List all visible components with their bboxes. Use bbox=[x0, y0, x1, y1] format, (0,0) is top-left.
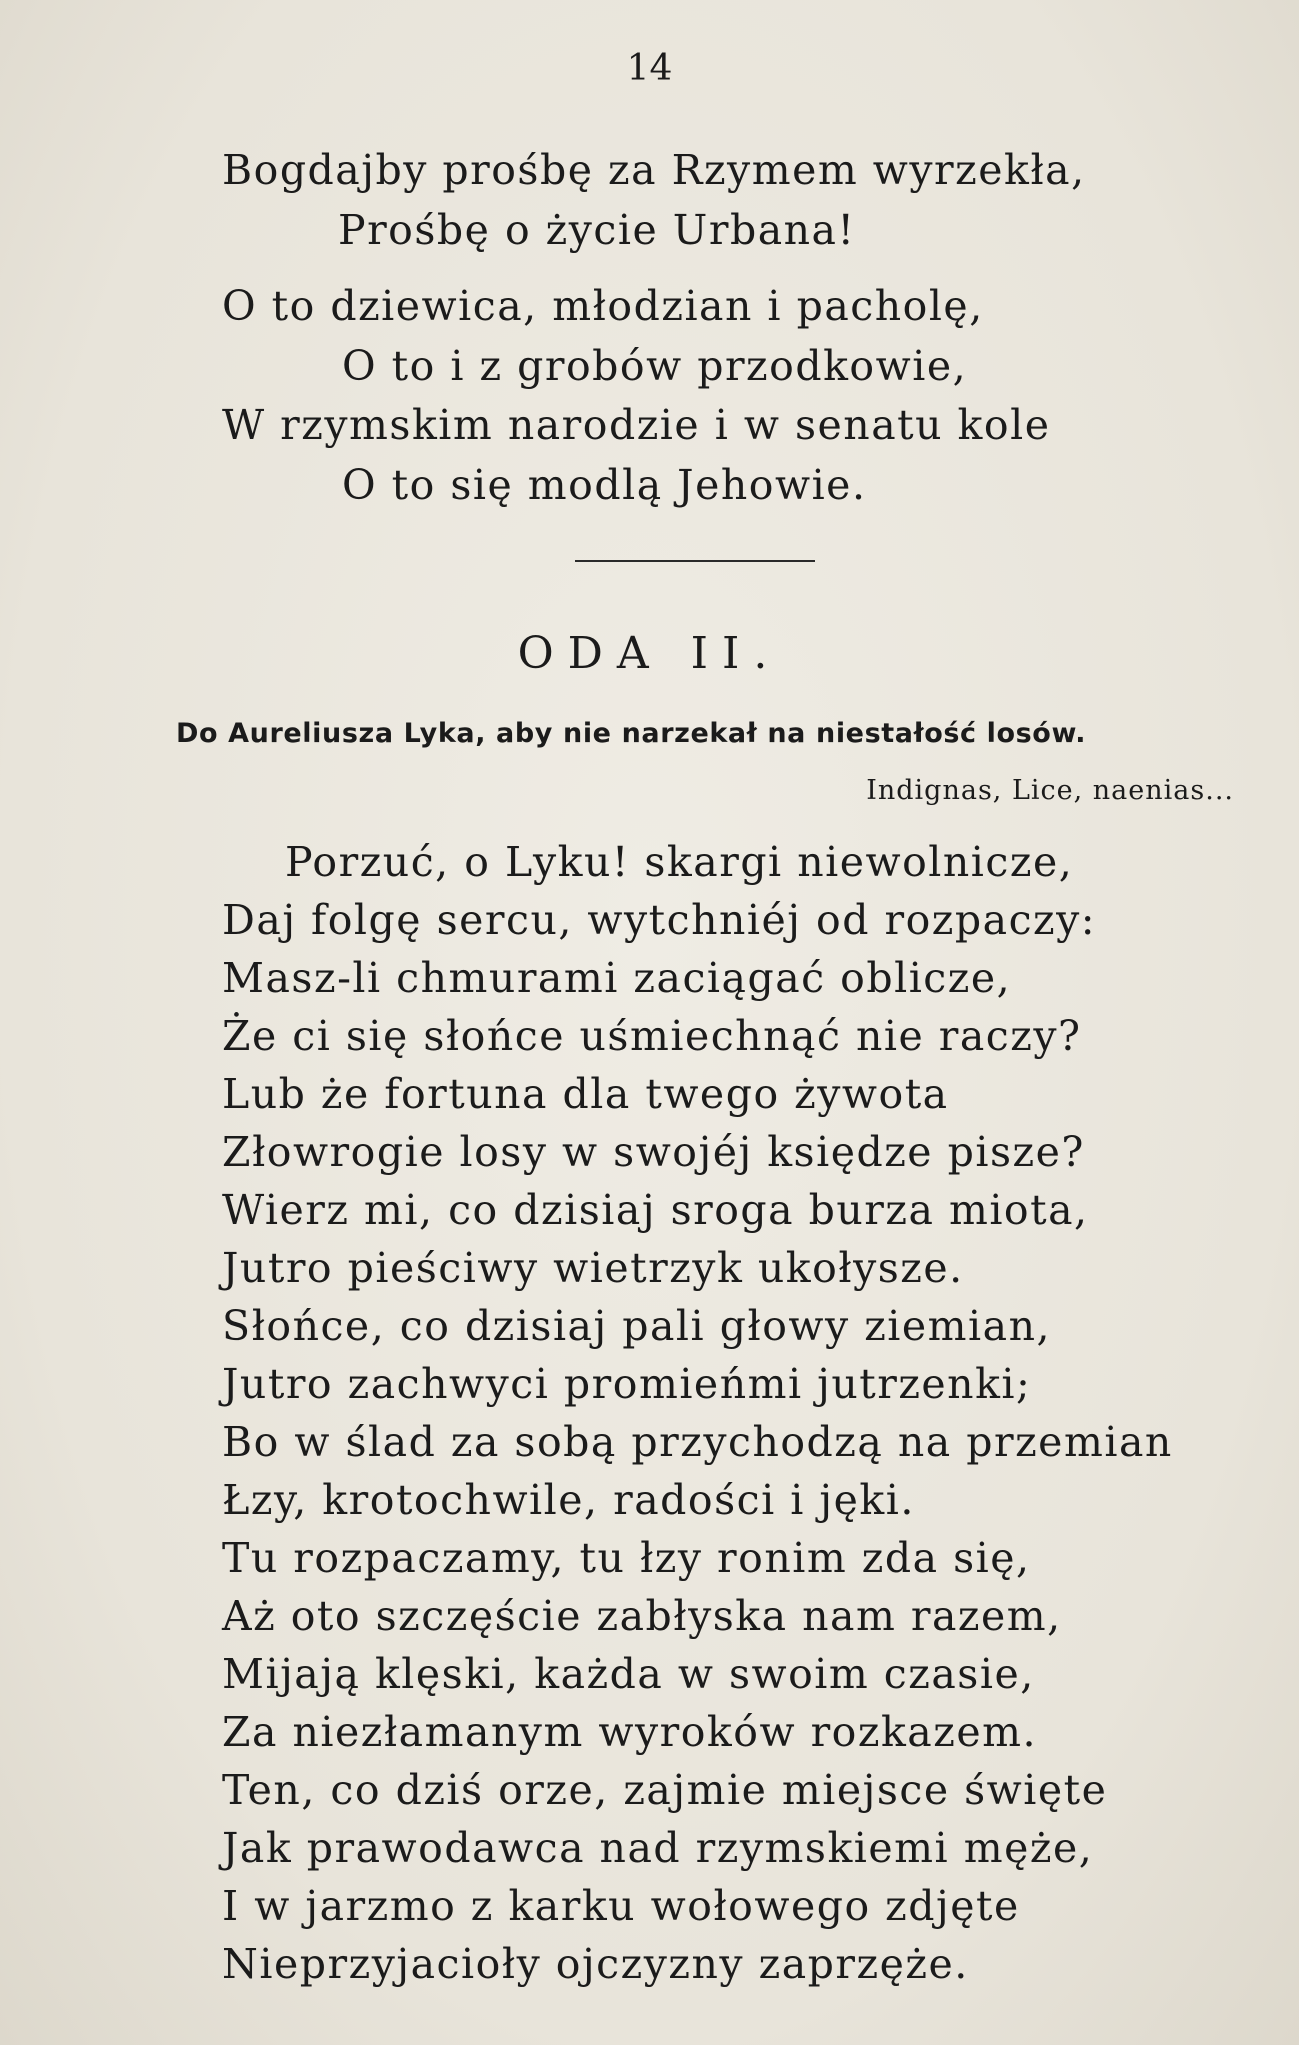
verse-line: Złowrogie losy w swojéj księdze pisze? bbox=[222, 1128, 1085, 1176]
verse-line: Daj folgę sercu, wytchniéj od rozpaczy: bbox=[222, 896, 1097, 944]
verse-line: Jutro zachwyci promieńmi jutrzenki; bbox=[222, 1360, 1032, 1408]
verse-line: Tu rozpaczamy, tu łzy ronim zda się, bbox=[222, 1534, 1031, 1582]
dedication: Do Aureliusza Lyka, aby nie narzekał na niestałość losów. bbox=[176, 718, 1087, 749]
verse-line: Jak prawodawca nad rzymskiemi męże, bbox=[222, 1824, 1094, 1872]
verse-line: O to się modlą Jehowie. bbox=[342, 461, 867, 509]
page-number: 14 bbox=[626, 48, 673, 89]
verse-line: W rzymskim narodzie i w senatu kole bbox=[222, 401, 1051, 449]
verse-line: Słońce, co dzisiaj pali głowy ziemian, bbox=[222, 1302, 1052, 1350]
ode-title: ODA II. bbox=[517, 628, 782, 679]
verse-line: Ten, co dziś orze, zajmie miejsce święte bbox=[222, 1766, 1108, 1814]
verse-line: Porzuć, o Lyku! skargi niewolnicze, bbox=[285, 838, 1074, 886]
verse-line: Bogdajby prośbę za Rzymem wyrzekła, bbox=[222, 146, 1086, 194]
section-divider bbox=[575, 560, 815, 562]
verse-line: O to dziewica, młodzian i pacholę, bbox=[222, 282, 984, 330]
verse-line: O to i z grobów przodkowie, bbox=[342, 342, 968, 390]
verse-line: I w jarzmo z karku wołowego zdjęte bbox=[222, 1882, 1020, 1930]
verse-line: Mijają klęski, każda w swoim czasie, bbox=[222, 1650, 1035, 1698]
verse-line: Prośbę o życie Urbana! bbox=[338, 206, 856, 254]
verse-line: Lub że fortuna dla twego żywota bbox=[222, 1070, 949, 1118]
verse-line: Bo w ślad za sobą przychodzą na przemian bbox=[222, 1418, 1173, 1466]
verse-line: Aż oto szczęście zabłyska nam razem, bbox=[222, 1592, 1062, 1640]
verse-line: Masz-li chmurami zaciągać oblicze, bbox=[222, 954, 1012, 1002]
verse-line: Jutro pieściwy wietrzyk ukołysze. bbox=[222, 1244, 964, 1292]
verse-line: Za niezłamanym wyroków rozkazem. bbox=[222, 1708, 1038, 1756]
verse-line: Nieprzyjacioły ojczyzny zaprzęże. bbox=[222, 1940, 969, 1988]
epigraph: Indignas, Lice, naenias... bbox=[866, 775, 1234, 806]
verse-line: Wierz mi, co dzisiaj sroga burza miota, bbox=[222, 1186, 1089, 1234]
verse-line: Łzy, krotochwile, radości i jęki. bbox=[222, 1476, 915, 1524]
verse-line: Że ci się słońce uśmiechnąć nie raczy? bbox=[222, 1012, 1082, 1060]
